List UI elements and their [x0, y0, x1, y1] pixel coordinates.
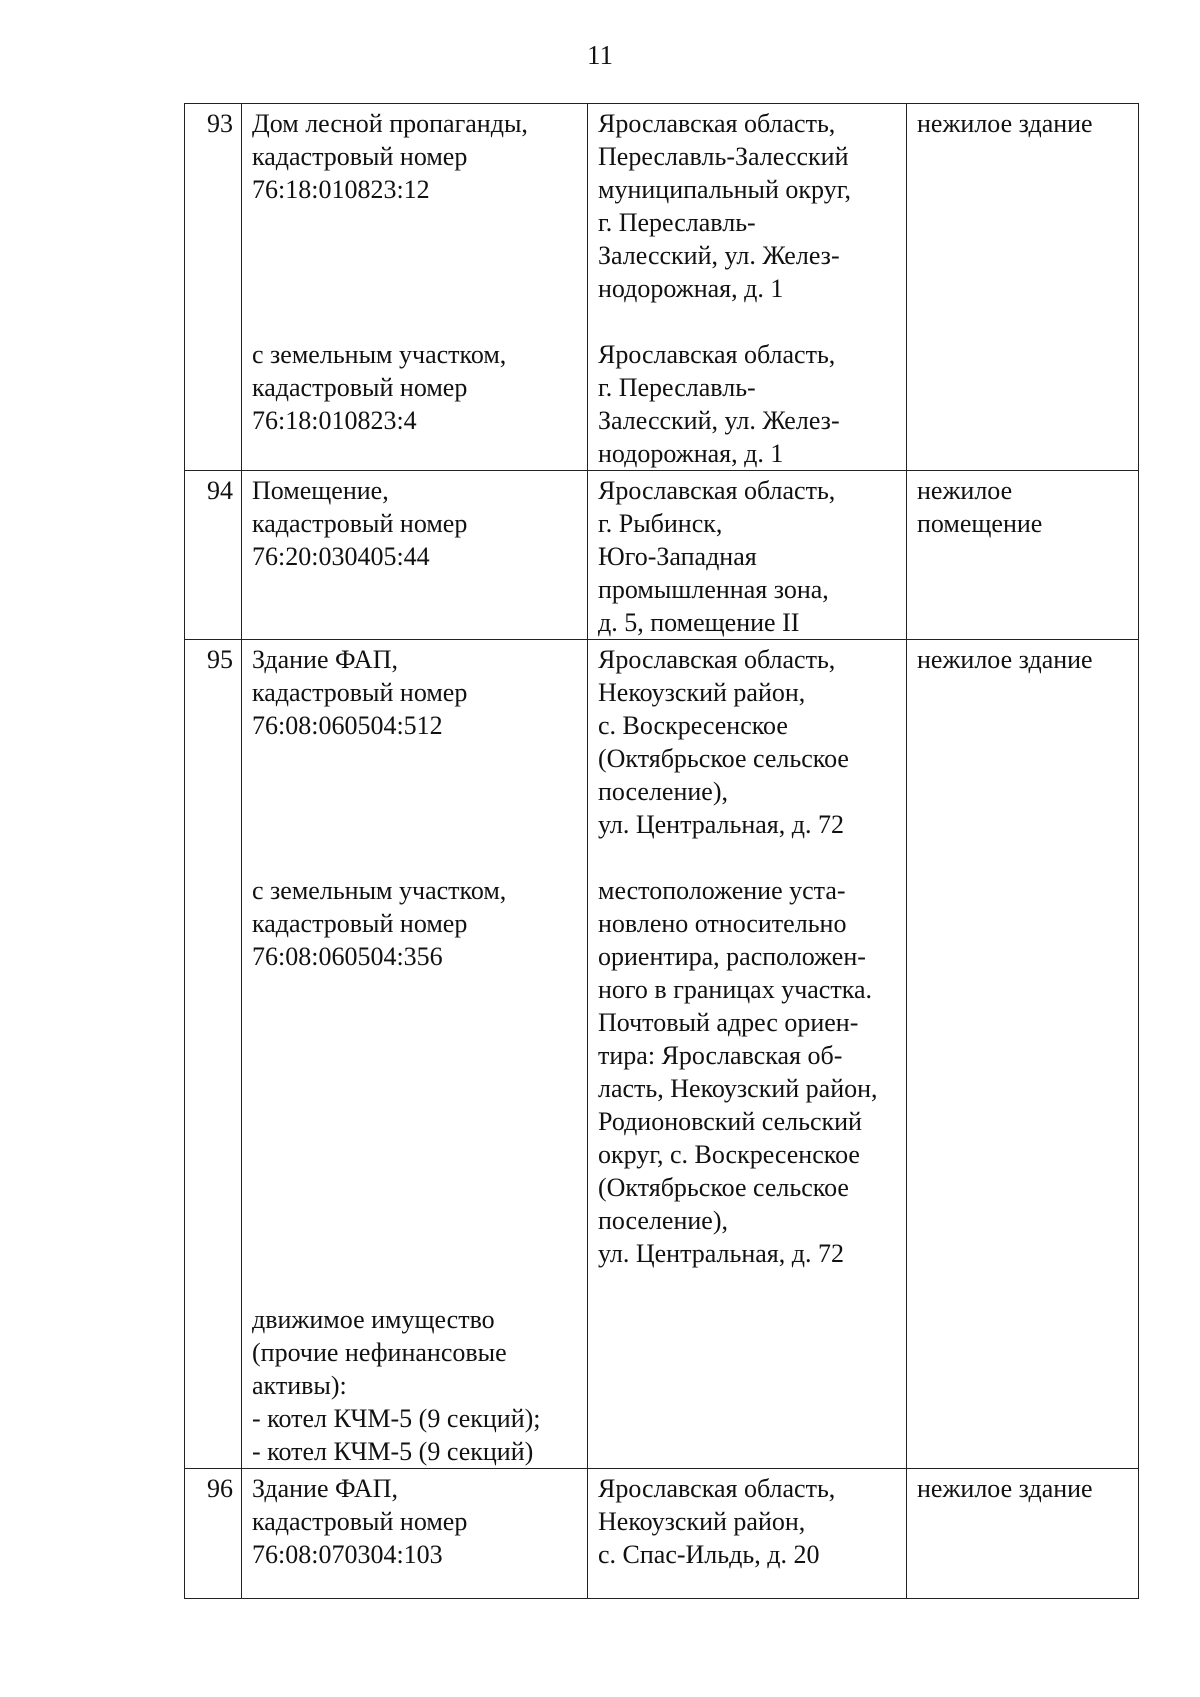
table-row	[185, 104, 1139, 471]
object-address: Ярославская область, Переславль-Залесский муниципальный округ, г. Переславль- Залесский, ул. Желез- нодорожная, д. 1	[598, 109, 851, 303]
row-number: 96	[185, 1469, 242, 1599]
row-number: 93	[185, 104, 242, 471]
object-type: нежилое помещение	[907, 471, 1139, 640]
movable-property: движимое имущество (прочие нефинансовые активы): - котел КЧМ-5 (9 секций); - котел КЧМ-5 (9 секций)	[252, 1305, 541, 1466]
object-name-cell	[242, 640, 588, 1469]
table-row	[185, 1469, 1139, 1599]
row-number: 95	[185, 640, 242, 1469]
object-type: нежилое здание	[907, 640, 1139, 1469]
address-cell	[588, 104, 907, 471]
object-name: Дом лесной пропаганды, кадастровый номер 76:18:010823:12	[252, 109, 528, 204]
object-name-cell	[242, 104, 588, 471]
land-plot-name: с земельным участком, кадастровый номер 76:08:060504:356	[252, 876, 507, 971]
object-name: Помещение, кадастровый номер 76:20:030405:44	[242, 471, 588, 640]
object-name: Здание ФАП, кадастровый номер 76:08:060504:512	[252, 645, 468, 740]
object-type: нежилое здание	[907, 104, 1139, 471]
land-plot-name: с земельным участком, кадастровый номер 76:18:010823:4	[252, 340, 507, 435]
row-number: 94	[185, 471, 242, 640]
object-address: Ярославская область, Некоузский район, с. Спас-Ильдь, д. 20	[588, 1469, 907, 1599]
land-plot-address: местоположение уста- новлено относительно ориентира, расположен- ного в границах участка. Почтовый адрес ориен- тира: Ярославская об- ласть, Некоузский район, Родионовский сельский округ, с. Воскресенское (Октябрьское сельское поселение), ул. Центральная, д. 72	[598, 876, 878, 1268]
table-row	[185, 471, 1139, 640]
page-number: 11	[587, 40, 613, 70]
object-name: Здание ФАП, кадастровый номер 76:08:070304:103	[242, 1469, 588, 1599]
address-cell	[588, 640, 907, 1469]
land-plot-address: Ярославская область, г. Переславль- Залесский, ул. Желез- нодорожная, д. 1	[598, 340, 840, 468]
property-registry-table	[184, 103, 1139, 1599]
object-address: Ярославская область, Некоузский район, с. Воскресенское (Октябрьское сельское поселение), ул. Центральная, д. 72	[598, 645, 849, 839]
table-row	[185, 640, 1139, 1469]
object-address: Ярославская область, г. Рыбинск, Юго-Западная промышленная зона, д. 5, помещение II	[588, 471, 907, 640]
object-type: нежилое здание	[907, 1469, 1139, 1599]
